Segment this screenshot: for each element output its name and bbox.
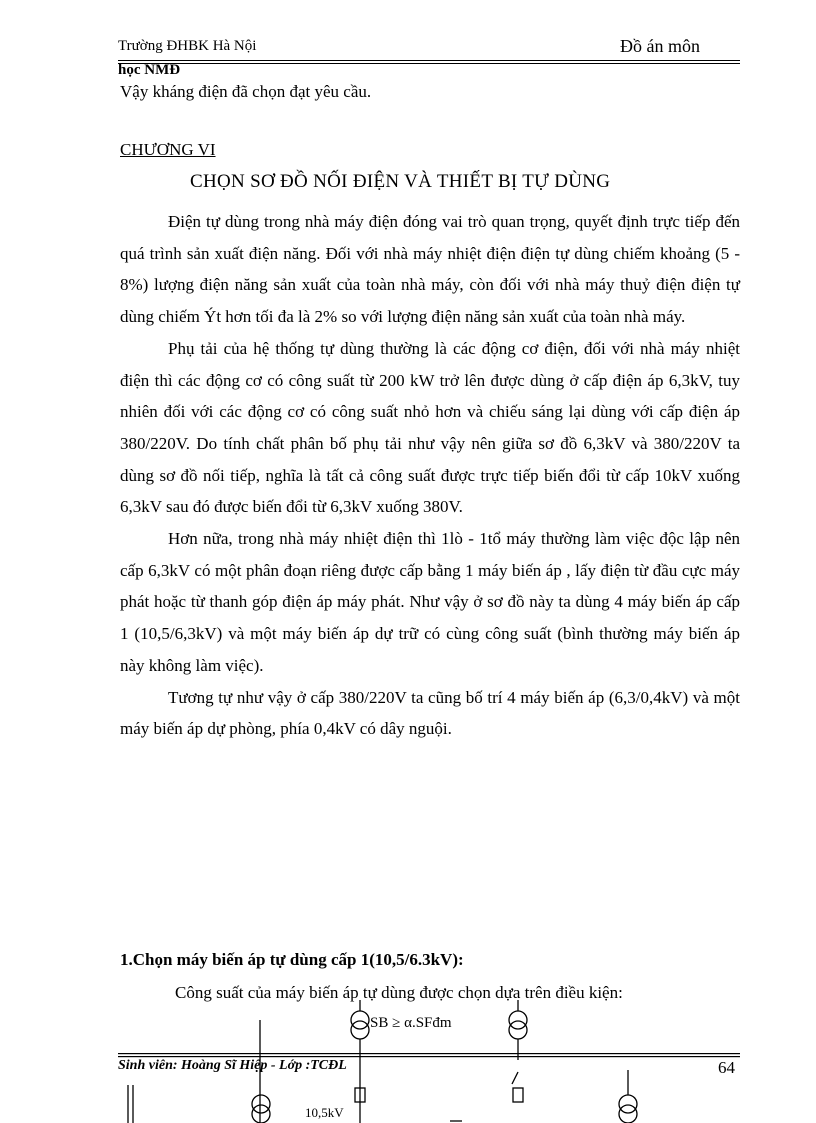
transformer-lower-right-bottom xyxy=(619,1105,637,1123)
transformer-lower-left-top xyxy=(252,1095,270,1113)
paragraph-2: Phụ tải của hệ thống tự dùng thường là các động cơ điện, đối với nhà máy nhiệt điện thì các động cơ có công suất từ 200 kW trở lên được dùng ở cấp điện áp 6,3kV, tuy nhiên đối với các động cơ có công suất nhỏ hơn và chiếu sáng lại dùng với cấp điện áp 380/220V. Do tính chất phân bố phụ tải như vậy nên giữa sơ đồ 6,3kV và 380/220V ta dùng sơ đồ nối tiếp, nghĩa là tất cả công suất được trực tiếp biến đổi từ cấp 10kV xuống 6,3kV sau đó được biến đổi từ 6,3kV xuống 380V. xyxy=(120,338,740,517)
paragraph-4: Tương tự như vậy ở cấp 380/220V ta cũng bố trí 4 máy biến áp (6,3/0,4kV) và một máy biến áp dự phòng, phía 0,4kV có dây nguội. xyxy=(120,687,740,739)
transformer-right-winding-bottom xyxy=(509,1021,527,1039)
header-course: Đồ án môn xyxy=(620,36,700,56)
chapter-number: CHƯƠNG VI xyxy=(120,140,216,159)
header-course-cont: học NMĐ xyxy=(118,62,181,78)
fuse-right xyxy=(513,1088,523,1102)
chapter-title: CHỌN SƠ ĐỒ NỐI ĐIỆN VÀ THIẾT BỊ TỰ DÙNG xyxy=(190,171,611,192)
transformer-lower-left-bottom xyxy=(252,1105,270,1123)
page-number: 64 xyxy=(718,1058,735,1077)
formula: SB ≥ α.SFđm xyxy=(370,1015,452,1031)
header-school: Trường ĐHBK Hà Nội xyxy=(118,38,257,54)
transformer-winding-top xyxy=(351,1011,369,1029)
intro-line: Vậy kháng điện đã chọn đạt yêu cầu. xyxy=(120,82,372,101)
transformer-right-winding-top xyxy=(509,1011,527,1029)
paragraph-3: Hơn nữa, trong nhà máy nhiệt điện thì 1lò - 1tổ máy thường làm việc độc lập nên cấp 6,3kV có một phân đoạn riêng được cấp bằng 1 máy biến áp , lấy điện từ đầu cực máy phát hoặc từ thanh góp điện áp máy phát. Như vậy ở sơ đồ này ta dùng 4 máy biến áp cấp 1 (10,5/6,3kV) và một máy biến áp dự trữ có cùng công suất (bình thường máy biến áp này không làm việc). xyxy=(120,529,740,675)
section-intro: Công suất của máy biến áp tự dùng được chọn dựa trên điều kiện: xyxy=(175,983,623,1002)
footer-student: Sinh viên: Hoàng Sĩ Hiệp - Lớp :TCĐL xyxy=(118,1058,347,1073)
footer-rule-top xyxy=(118,1053,740,1054)
voltage-label: 10,5kV xyxy=(305,1105,344,1120)
section-title: 1.Chọn máy biến áp tự dùng cấp 1(10,5/6.3kV): xyxy=(120,950,464,969)
paragraph-1: Điện tự dùng trong nhà máy điện đóng vai trò quan trọng, quyết định trực tiếp đến quá trình sản xuất điện năng. Đối với nhà máy nhiệt điện điện tự dùng chiếm khoảng (5 - 8%) lượng điện năng sản xuất của toàn nhà máy, còn đối với nhà máy thuỷ điện điện tự dùng chiếm Ýt hơn tối đa là 2% so với lượng điện năng sản xuất của toàn nhà máy. xyxy=(120,212,740,327)
switch-right xyxy=(512,1072,518,1084)
transformer-winding-bottom xyxy=(351,1021,369,1039)
transformer-lower-right-top xyxy=(619,1095,637,1113)
